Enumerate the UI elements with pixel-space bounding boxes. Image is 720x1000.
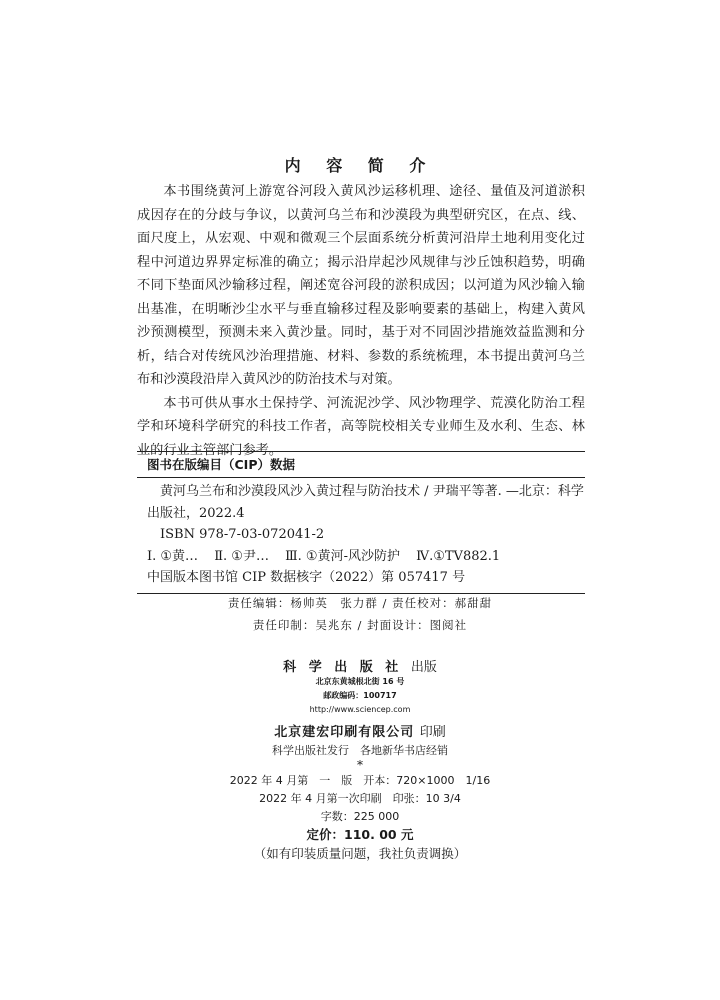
cip-body <box>137 478 585 593</box>
summary-paragraph-2: 本书可供从事水土保持学、河流泥沙学、风沙物理学、荒漠化防治工程学和环境科学研究的科技工作者，高等院校相关专业师生及水利、生态、林业的行业主管部门参考。 <box>137 395 585 458</box>
publisher-name: 科 学 出 版 社 <box>283 660 403 675</box>
printer-line <box>0 721 720 740</box>
separator-star: * <box>357 758 363 772</box>
cip-class-4: Ⅳ.①TV882.1 <box>416 548 501 564</box>
publisher-postcode: 邮政编码：100717 <box>323 691 397 700</box>
cip-heading: 图书在版编目（CIP）数据 <box>137 452 585 478</box>
cip-number: 中国版本图书馆 CIP 数据核字（2022）第 057417 号 <box>147 570 466 585</box>
page-title: 内 容 简 介 <box>284 156 436 175</box>
cip-class-1: Ⅰ. ①黄… <box>147 548 199 564</box>
staff-line-2: 责任印制：吴兆东 / 封面设计：图阅社 <box>252 618 468 632</box>
printer-name: 北京建宏印刷有限公司 <box>274 725 415 740</box>
edition-line: 2022 年 4 月第 一 版 开本：720×1000 1/16 <box>229 774 491 787</box>
publisher-line <box>0 656 720 675</box>
cip-record: 黄河乌兰布和沙漠段风沙入黄过程与防治技术 / 尹瑞平等著. —北京：科学出版社，2022.4 <box>147 484 584 521</box>
distribution-line: 科学出版社发行 各地新华书店经销 <box>272 744 448 757</box>
staff-line-1: 责任编辑：杨帅英 张力群 / 责任校对：郝甜甜 <box>227 596 493 610</box>
cip-isbn: ISBN 978-7-03-072041-2 <box>160 527 325 542</box>
printer-suffix: 印刷 <box>419 725 446 740</box>
publisher-address: 北京东黄城根北街 16 号 <box>315 677 405 686</box>
cip-class-2: Ⅱ. ①尹… <box>214 548 269 564</box>
quality-note: （如有印装质量问题，我社负责调换） <box>253 846 467 861</box>
word-count-line: 字数：225 000 <box>320 810 400 823</box>
publisher-website: http://www.sciencep.com <box>309 705 411 714</box>
summary-section <box>137 180 585 462</box>
price-line: 定价：110. 00 元 <box>306 827 414 842</box>
cip-class-3: Ⅲ. ①黄河-风沙防护 <box>285 548 400 564</box>
publisher-suffix: 出版 <box>410 660 437 675</box>
summary-paragraph-1: 本书围绕黄河上游宽谷河段入黄风沙运移机理、途径、量值及河道淤积成因存在的分歧与争议，以黄河乌兰布和沙漠段为典型研究区，在点、线、面尺度上，从宏观、中观和微观三个层面系统分析黄河沿岸土地利用变化过程中河道边界界定标准的确立；揭示沿岸起沙风规律与沙丘蚀积趋势，明确不同下垫面风沙输移过程，阐述宽谷河段的淤积成因；以河道为风沙输入输出基准，在明晰沙尘水平与垂直输移过程及影响要素的基础上，构建入黄风沙预测模型，预测未来入黄沙量。同时，基于对不同固沙措施效益监测和分析，结合对传统风沙治理措施、材料、参数的系统梳理，本书提出黄河乌兰布和沙漠段沿岸入黄风沙的防治技术与对策。 <box>137 184 585 387</box>
cip-classification <box>147 546 585 568</box>
publication-info <box>0 656 720 864</box>
staff-credits <box>0 592 720 636</box>
cip-data-block <box>137 451 585 594</box>
printing-line: 2022 年 4 月第一次印刷 印张：10 3/4 <box>259 792 461 805</box>
